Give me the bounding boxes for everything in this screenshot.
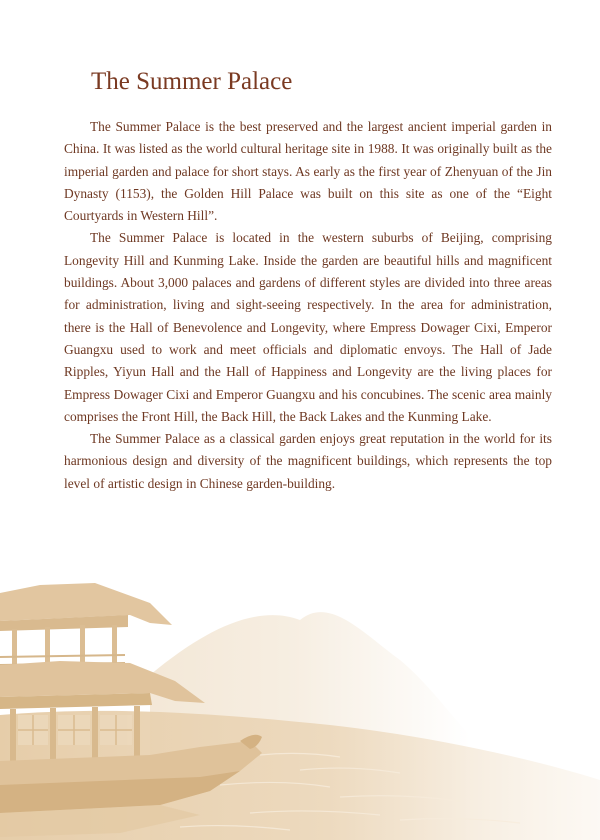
page-title: The Summer Palace	[91, 68, 293, 95]
article-body	[64, 116, 552, 495]
paragraph-location: The Summer Palace is located in the western suburbs of Beijing, comprising Longevity Hill and Kunming Lake. Inside the garden are beautiful hills and magnificent buildings. About 3,000 palaces and gardens of different styles are divided into three areas for administration, living and sight-seeing respectively. In the area for administration, there is the Hall of Benevolence and Longevity, where Empress Dowager Cixi, Emperor Guangxu used to work and meet officials and diplomatic envoys. The Hall of Jade Ripples, Yiyun Hall and the Hall of Happiness and Longevity are the living places for Empress Dowager Cixi and Emperor Guangxu and his concubines. The scenic area mainly comprises the Front Hill, the Back Hill, the Back Lakes and the Kunming Lake.	[64, 230, 552, 424]
marble-boat-pavilion-icon	[0, 565, 600, 840]
paragraph-intro: The Summer Palace is the best preserved and the largest ancient imperial garden in China. It was listed as the world cultural heritage site in 1988. It was originally built as the imperial garden and palace for short stays. As early as the first year of Zhenyuan of the Jin Dynasty (1153), the Golden Hill Palace was built on this site as one of the “Eight Courtyards in Western Hill”.	[64, 119, 552, 224]
paragraph-reputation: The Summer Palace as a classical garden enjoys great reputation in the world for its harmonious design and diversity of the magnificent buildings, which represents the top level of artistic design in Chinese garden-building.	[64, 431, 552, 491]
